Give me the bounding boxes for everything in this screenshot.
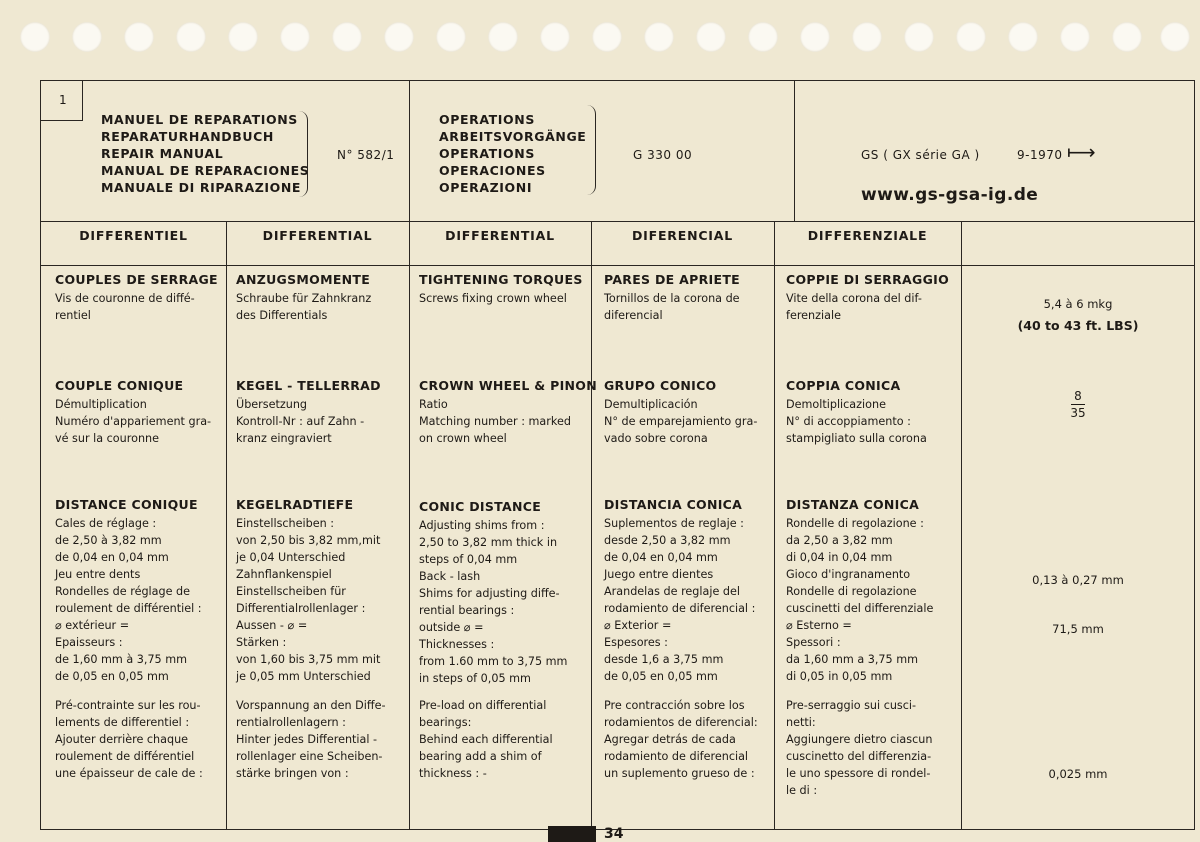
cell-line: cuscinetto del differenzia- bbox=[786, 750, 932, 763]
cell-line: Epaisseurs : bbox=[55, 636, 123, 649]
cell-en-crown bbox=[419, 377, 597, 447]
punch-hole bbox=[644, 22, 674, 52]
cell-line: je 0,05 mm Unterschied bbox=[236, 670, 371, 683]
cell-line: Demultiplicación bbox=[604, 398, 698, 411]
cell-line: Agregar detrás de cada bbox=[604, 733, 736, 746]
spec-sheet bbox=[40, 80, 1195, 830]
cell-line: le di : bbox=[786, 784, 818, 797]
cell-line: kranz eingraviert bbox=[236, 432, 332, 445]
cell-line: bearing add a shim of bbox=[419, 750, 542, 763]
issue-date: 9-1970 bbox=[1017, 148, 1063, 162]
cell-line: de 1,60 mm à 3,75 mm bbox=[55, 653, 188, 666]
cell-heading: COPPIA CONICA bbox=[786, 378, 901, 393]
cell-line: de 0,05 en 0,05 mm bbox=[55, 670, 169, 683]
cell-line: thickness : - bbox=[419, 767, 487, 780]
cell-fr-torques bbox=[55, 271, 218, 324]
col-divider bbox=[409, 221, 410, 829]
manual-number: N° 582/1 bbox=[337, 148, 395, 162]
cell-it-torques bbox=[786, 271, 949, 324]
cell-line: N° de emparejamiento gra- bbox=[604, 415, 758, 428]
cell-it-conic bbox=[786, 496, 933, 685]
cell-de-preload bbox=[236, 697, 386, 782]
punch-hole bbox=[800, 22, 830, 52]
cell-line: diferencial bbox=[604, 309, 663, 322]
website-url: www.gs-gsa-ig.de bbox=[861, 185, 1039, 205]
cell-line: Juego entre dientes bbox=[604, 568, 714, 581]
cell-line: Zahnflankenspiel bbox=[236, 568, 332, 581]
column-header-fr: DIFFERENTIEL bbox=[79, 228, 188, 243]
punch-hole bbox=[540, 22, 570, 52]
cell-line: Hinter jedes Differential - bbox=[236, 733, 378, 746]
cell-line: Suplementos de reglaje : bbox=[604, 517, 744, 530]
cell-line: Demoltiplicazione bbox=[786, 398, 886, 411]
cell-line: Shims for adjusting diffe- bbox=[419, 587, 560, 600]
cell-de-crown bbox=[236, 377, 381, 447]
cell-line: Back - lash bbox=[419, 570, 481, 583]
cell-line: Behind each differential bbox=[419, 733, 553, 746]
cell-line: une épaisseur de cale de : bbox=[55, 767, 203, 780]
cell-heading: GRUPO CONICO bbox=[604, 378, 717, 393]
punch-holes bbox=[0, 22, 1200, 58]
cell-line: Differentialrollenlager : bbox=[236, 602, 366, 615]
punch-hole bbox=[904, 22, 934, 52]
cell-line: Aggiungere dietro ciascun bbox=[786, 733, 933, 746]
punch-hole bbox=[176, 22, 206, 52]
cell-line: in steps of 0,05 mm bbox=[419, 672, 531, 685]
cell-heading: DISTANCIA CONICA bbox=[604, 497, 743, 512]
cell-heading: KEGELRADTIEFE bbox=[236, 497, 354, 512]
cell-line: stampigliato sulla corona bbox=[786, 432, 927, 445]
cell-es-torques bbox=[604, 271, 740, 324]
footer-bar bbox=[548, 826, 596, 842]
cell-line: le uno spessore di rondel- bbox=[786, 767, 931, 780]
cell-en-torques bbox=[419, 271, 583, 307]
cell-line: vé sur la couronne bbox=[55, 432, 160, 445]
punch-hole bbox=[1112, 22, 1142, 52]
cell-line: cuscinetti del differenziale bbox=[786, 602, 934, 615]
cell-line: desde 2,50 a 3,82 mm bbox=[604, 534, 731, 547]
cell-line: Vorspannung an den Diffe- bbox=[236, 699, 386, 712]
punch-hole bbox=[852, 22, 882, 52]
cell-line: de 0,04 en 0,04 mm bbox=[55, 551, 169, 564]
cell-line: Ratio bbox=[419, 398, 448, 411]
cell-line: netti: bbox=[786, 716, 816, 729]
cell-it-preload bbox=[786, 697, 932, 799]
punch-hole bbox=[956, 22, 986, 52]
cell-line: Einstellscheiben : bbox=[236, 517, 335, 530]
cell-line: ⌀ Exterior = bbox=[604, 619, 672, 632]
cell-en-conic bbox=[419, 498, 567, 687]
punch-hole bbox=[1008, 22, 1038, 52]
section-number: 1 bbox=[59, 93, 67, 107]
brace bbox=[299, 111, 308, 197]
cell-line: von 1,60 bis 3,75 mm mit bbox=[236, 653, 381, 666]
cell-fr-preload bbox=[55, 697, 203, 782]
cell-line: steps of 0,04 mm bbox=[419, 553, 518, 566]
cell-line: de 0,04 en 0,04 mm bbox=[604, 551, 718, 564]
cell-heading: COUPLES DE SERRAGE bbox=[55, 272, 218, 287]
manual-title: MANUAL DE REPARACIONES bbox=[101, 163, 310, 178]
cell-heading: DISTANCE CONIQUE bbox=[55, 497, 198, 512]
cell-line: Screws fixing crown wheel bbox=[419, 292, 567, 305]
cell-line: da 2,50 a 3,82 mm bbox=[786, 534, 893, 547]
cell-line: Cales de réglage : bbox=[55, 517, 157, 530]
cell-heading: DISTANZA CONICA bbox=[786, 497, 920, 512]
cell-line: Stärken : bbox=[236, 636, 287, 649]
cell-line: Pre-serraggio sui cusci- bbox=[786, 699, 917, 712]
operations-titles bbox=[439, 111, 586, 196]
arrow-icon: ⟼ bbox=[1067, 140, 1096, 164]
column-header-divider bbox=[41, 265, 1194, 266]
cell-line: stärke bringen von : bbox=[236, 767, 349, 780]
fraction-bar bbox=[1071, 404, 1085, 405]
cell-line: ⌀ Esterno = bbox=[786, 619, 852, 632]
cell-line: roulement de différentiel : bbox=[55, 602, 202, 615]
cell-line: Numéro d'appariement gra- bbox=[55, 415, 212, 428]
cell-heading: TIGHTENING TORQUES bbox=[419, 272, 583, 287]
cell-line: rodamiento de diferencial : bbox=[604, 602, 756, 615]
cell-line: de 2,50 à 3,82 mm bbox=[55, 534, 162, 547]
punch-hole bbox=[1060, 22, 1090, 52]
cell-line: Espesores : bbox=[604, 636, 668, 649]
manual-titles bbox=[101, 111, 309, 196]
cell-es-preload bbox=[604, 697, 758, 782]
cell-line: on crown wheel bbox=[419, 432, 507, 445]
manual-title: REPAIR MANUAL bbox=[101, 146, 224, 161]
punch-hole bbox=[228, 22, 258, 52]
punch-hole bbox=[488, 22, 518, 52]
cell-line: des Differentials bbox=[236, 309, 328, 322]
cell-heading: ANZUGSMOMENTE bbox=[236, 272, 371, 287]
page-number: 34 bbox=[604, 826, 624, 842]
operations-title: OPERATIONS bbox=[439, 146, 535, 161]
punch-hole bbox=[124, 22, 154, 52]
punch-hole bbox=[384, 22, 414, 52]
cell-line: Aussen - ⌀ = bbox=[236, 619, 308, 632]
punch-hole bbox=[72, 22, 102, 52]
model-label: GS ( GX série GA ) bbox=[861, 148, 980, 162]
cell-es-crown bbox=[604, 377, 757, 447]
cell-line: desde 1,6 a 3,75 mm bbox=[604, 653, 724, 666]
cell-line: Rondelles de réglage de bbox=[55, 585, 191, 598]
cell-line: rodamiento de diferencial bbox=[604, 750, 749, 763]
punch-hole bbox=[280, 22, 310, 52]
cell-heading: CROWN WHEEL & PINON bbox=[419, 378, 597, 393]
operations-title: OPERACIONES bbox=[439, 163, 546, 178]
col-divider bbox=[226, 221, 227, 829]
punch-hole bbox=[1160, 22, 1190, 52]
cell-line: from 1.60 mm to 3,75 mm bbox=[419, 655, 568, 668]
manual-title: REPARATURHANDBUCH bbox=[101, 129, 274, 144]
cell-line: ferenziale bbox=[786, 309, 841, 322]
col-divider bbox=[591, 221, 592, 829]
cell-line: Tornillos de la corona de bbox=[604, 292, 740, 305]
ratio-numerator: 8 bbox=[1074, 389, 1082, 403]
cell-line: von 2,50 bis 3,82 mm,mit bbox=[236, 534, 381, 547]
cell-line: je 0,04 Unterschied bbox=[236, 551, 346, 564]
cell-line: Démultiplication bbox=[55, 398, 147, 411]
cell-line: de 0,05 en 0,05 mm bbox=[604, 670, 718, 683]
cell-line: Thicknesses : bbox=[419, 638, 495, 651]
cell-line: rential bearings : bbox=[419, 604, 515, 617]
operations-title: ARBEITSVORGÄNGE bbox=[439, 129, 587, 144]
cell-line: rodamientos de diferencial: bbox=[604, 716, 758, 729]
cell-line: un suplemento grueso de : bbox=[604, 767, 755, 780]
cell-it-crown bbox=[786, 377, 927, 447]
manual-title: MANUALE DI RIPARAZIONE bbox=[101, 180, 302, 195]
cell-line: Matching number : marked bbox=[419, 415, 571, 428]
operations-title: OPERATIONS bbox=[439, 112, 535, 127]
cell-heading: COPPIE DI SERRAGGIO bbox=[786, 272, 950, 287]
cell-line: Jeu entre dents bbox=[55, 568, 141, 581]
punch-hole bbox=[748, 22, 778, 52]
cell-line: Pre-load on differential bbox=[419, 699, 547, 712]
ratio-denominator: 35 bbox=[1070, 406, 1086, 420]
cell-line: Pré-contrainte sur les rou- bbox=[55, 699, 201, 712]
cell-line: Einstellscheiben für bbox=[236, 585, 346, 598]
col-divider bbox=[961, 221, 962, 829]
punch-hole bbox=[332, 22, 362, 52]
cell-en-preload bbox=[419, 697, 553, 782]
punch-hole bbox=[20, 22, 50, 52]
column-header-de: DIFFERENTIAL bbox=[262, 228, 373, 243]
punch-hole bbox=[592, 22, 622, 52]
column-header-it: DIFFERENZIALE bbox=[807, 228, 928, 243]
cell-heading: COUPLE CONIQUE bbox=[55, 378, 184, 393]
cell-line: Spessori : bbox=[786, 636, 841, 649]
cell-line: da 1,60 mm a 3,75 mm bbox=[786, 653, 919, 666]
operations-title: OPERAZIONI bbox=[439, 180, 533, 195]
cell-line: vado sobre corona bbox=[604, 432, 708, 445]
brace bbox=[587, 105, 596, 195]
cell-line: Rondelle di regolazione bbox=[786, 585, 917, 598]
cell-line: rentialrollenlagern : bbox=[236, 716, 346, 729]
cell-line: Arandelas de reglaje del bbox=[604, 585, 741, 598]
cell-line: Übersetzung bbox=[236, 398, 308, 411]
cell-line: rollenlager eine Scheiben- bbox=[236, 750, 383, 763]
cell-line: Schraube für Zahnkranz bbox=[236, 292, 372, 305]
cell-line: 2,50 to 3,82 mm thick in bbox=[419, 536, 558, 549]
cell-line: Ajouter derrière chaque bbox=[55, 733, 189, 746]
column-header-en: DIFFERENTIAL bbox=[445, 228, 555, 243]
header-col-divider bbox=[409, 81, 410, 221]
ratio-fraction bbox=[962, 389, 1194, 420]
operation-code: G 330 00 bbox=[633, 148, 693, 162]
section-number-box bbox=[41, 81, 83, 121]
cell-line: Vis de couronne de diffé- bbox=[55, 292, 195, 305]
cell-line: bearings: bbox=[419, 716, 472, 729]
cell-line: rentiel bbox=[55, 309, 91, 322]
cell-heading: PARES DE APRIETE bbox=[604, 272, 740, 287]
outside-diameter-value: 71,5 mm bbox=[1052, 622, 1104, 636]
torque-value: 5,4 à 6 mkg bbox=[1043, 297, 1113, 311]
punch-hole bbox=[436, 22, 466, 52]
cell-heading: KEGEL - TELLERRAD bbox=[236, 378, 381, 393]
cell-line: Gioco d'ingranamento bbox=[786, 568, 911, 581]
cell-line: N° di accoppiamento : bbox=[786, 415, 911, 428]
cell-de-torques bbox=[236, 271, 371, 324]
torque-value-imperial: (40 to 43 ft. LBS) bbox=[1017, 318, 1139, 333]
cell-line: Vite della corona del dif- bbox=[786, 292, 922, 305]
cell-line: Adjusting shims from : bbox=[419, 519, 545, 532]
header-divider bbox=[41, 221, 1194, 222]
manual-title: MANUEL DE REPARATIONS bbox=[101, 112, 298, 127]
cell-line: outside ⌀ = bbox=[419, 621, 484, 634]
column-header-es: DIFERENCIAL bbox=[632, 228, 733, 243]
punch-hole bbox=[696, 22, 726, 52]
cell-line: Kontroll-Nr : auf Zahn - bbox=[236, 415, 365, 428]
backlash-value: 0,13 à 0,27 mm bbox=[1032, 573, 1124, 587]
cell-line: di 0,04 in 0,04 mm bbox=[786, 551, 893, 564]
col-divider bbox=[774, 221, 775, 829]
cell-fr-conic bbox=[55, 496, 202, 685]
cell-line: ⌀ extérieur = bbox=[55, 619, 130, 632]
cell-es-conic bbox=[604, 496, 755, 685]
cell-line: roulement de différentiel bbox=[55, 750, 195, 763]
cell-line: lements de differentiel : bbox=[55, 716, 190, 729]
cell-heading: CONIC DISTANCE bbox=[419, 499, 542, 514]
cell-line: Rondelle di regolazione : bbox=[786, 517, 924, 530]
cell-line: Pre contracción sobre los bbox=[604, 699, 745, 712]
shim-thickness-value: 0,025 mm bbox=[1048, 767, 1108, 781]
header-col-divider bbox=[794, 81, 795, 221]
cell-line: di 0,05 in 0,05 mm bbox=[786, 670, 893, 683]
cell-fr-crown bbox=[55, 377, 211, 447]
cell-de-conic bbox=[236, 496, 380, 685]
